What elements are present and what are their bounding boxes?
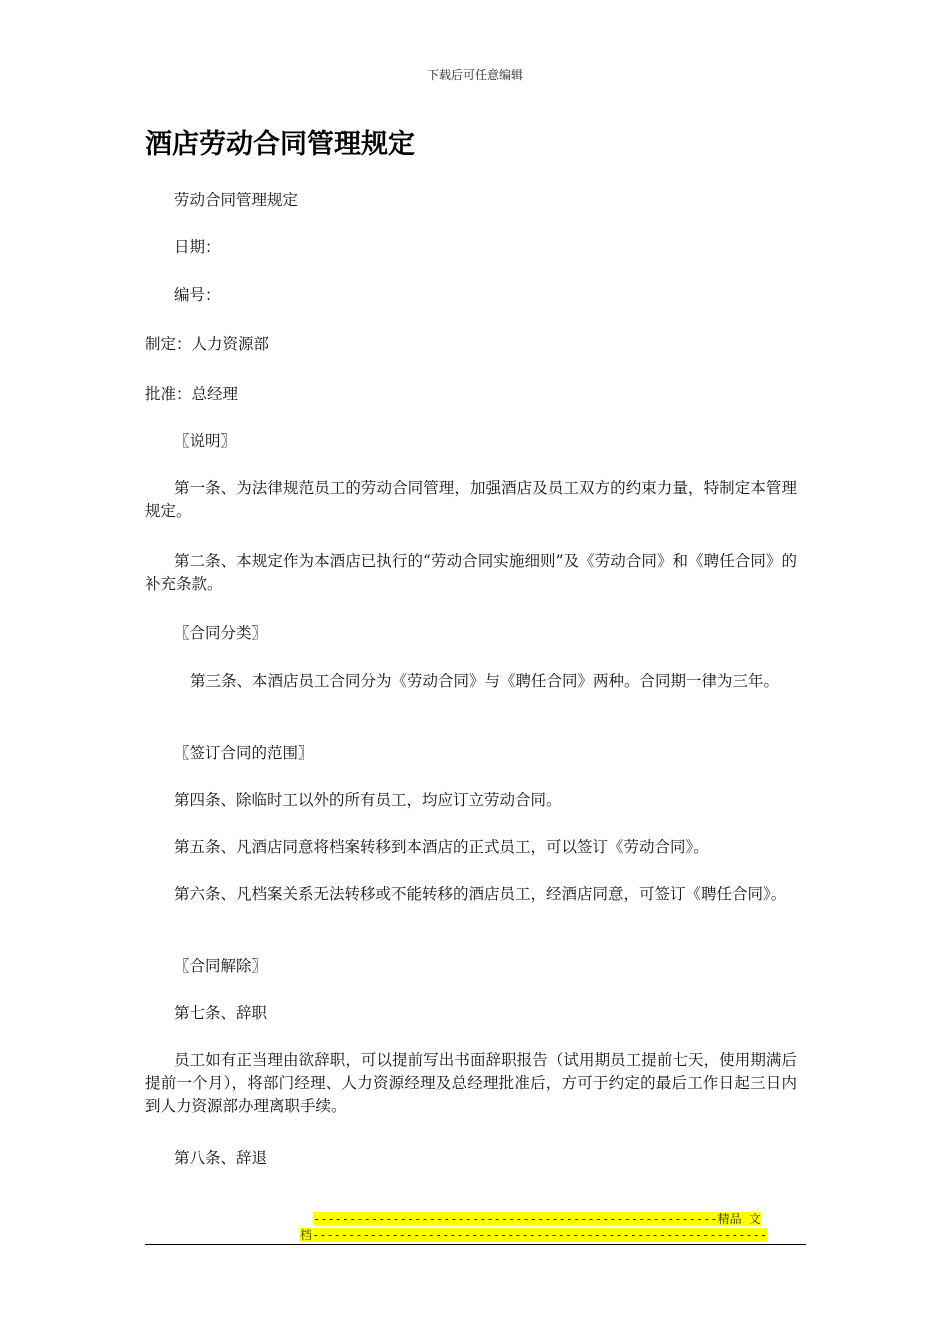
article-5: 第五条、凡酒店同意将档案转移到本酒店的正式员工，可以签订《劳动合同》。 xyxy=(174,838,709,856)
article-3: 第三条、本酒店员工合同分为《劳动合同》与《聘任合同》两种。合同期一律为三年。 xyxy=(190,672,780,690)
number-label: 编号： xyxy=(174,286,221,304)
section-heading-classification: 〖合同分类〗 xyxy=(174,624,268,642)
footer-line-2: 档--------------------------------------------------------------- xyxy=(300,1228,768,1242)
article-2: 第二条、本规定作为本酒店已执行的“劳动合同实施细则”及《劳动合同》和《聘任合同》的补充条款。 xyxy=(145,552,797,593)
footer-line-1: --------------------------------------------------------精品 文 xyxy=(313,1212,761,1226)
section-heading-explanation: 〖说明〗 xyxy=(174,432,237,450)
section-heading-scope: 〖签订合同的范围〗 xyxy=(174,744,314,762)
subtitle: 劳动合同管理规定 xyxy=(174,191,299,209)
footer-watermark xyxy=(300,1211,768,1243)
approved-by: 批准：总经理 xyxy=(145,385,239,403)
article-7-heading: 第七条、辞职 xyxy=(174,1004,268,1022)
article-1: 第一条、为法律规范员工的劳动合同管理，加强酒店及员工双方的约束力量，特制定本管理规定。 xyxy=(145,479,797,520)
footer-divider xyxy=(145,1244,806,1245)
made-by: 制定：人力资源部 xyxy=(145,335,270,353)
article-8-heading: 第八条、辞退 xyxy=(174,1149,268,1167)
article-4: 第四条、除临时工以外的所有员工，均应订立劳动合同。 xyxy=(174,791,562,809)
document-title: 酒店劳动合同管理规定 xyxy=(145,129,415,160)
section-heading-termination: 〖合同解除〗 xyxy=(174,957,268,975)
article-7-body: 员工如有正当理由欲辞职，可以提前写出书面辞职报告（试用期员工提前七天，使用期满后提前一个月），将部门经理、人力资源经理及总经理批准后，方可于约定的最后工作日起三日内到人力资源部办理离职手续。 xyxy=(145,1051,797,1115)
header-note: 下载后可任意编辑 xyxy=(426,68,523,82)
date-label: 日期： xyxy=(174,238,221,256)
article-6: 第六条、凡档案关系无法转移或不能转移的酒店员工，经酒店同意，可签订《聘任合同》。 xyxy=(174,885,787,903)
